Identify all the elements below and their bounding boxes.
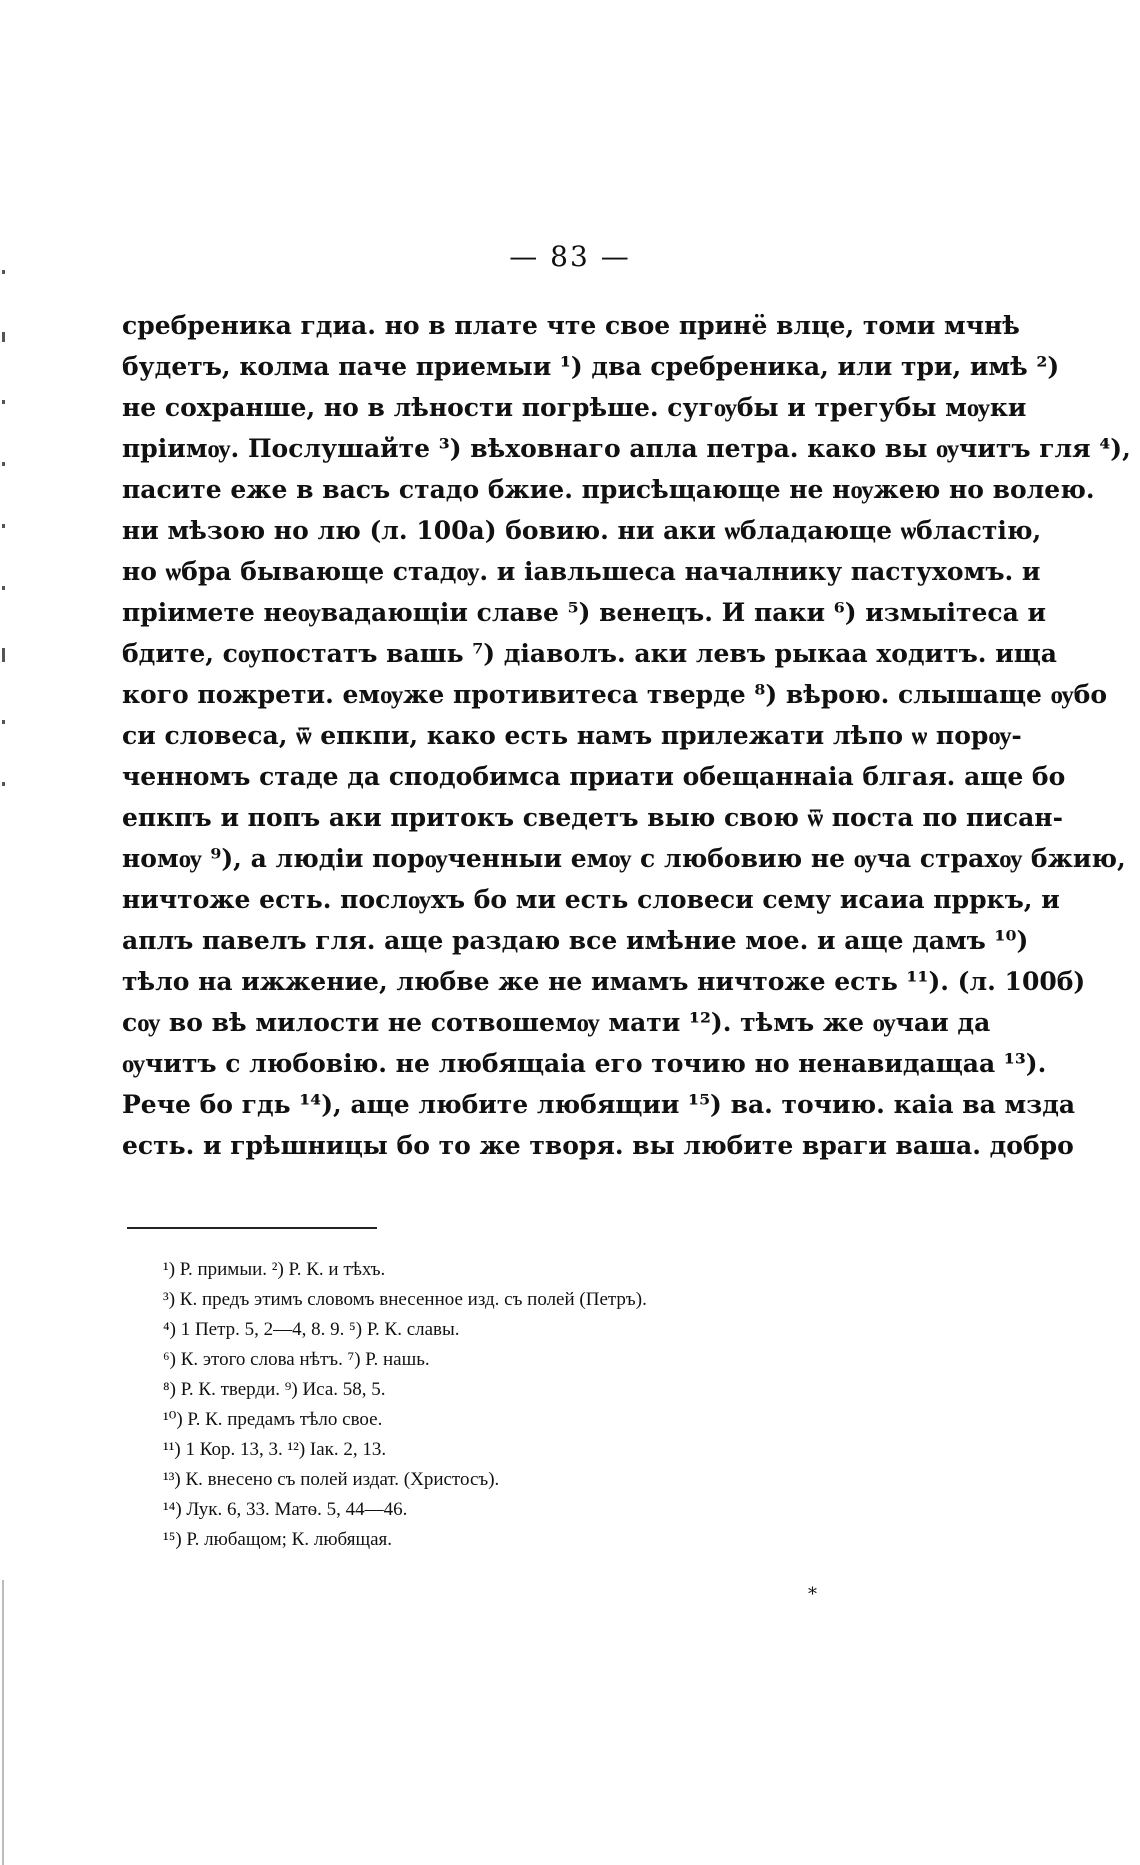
text-line: ченномъ стаде да сподобимса приати обещаннаiа блгая. аще бо (122, 762, 1066, 791)
margin-mark (2, 462, 5, 466)
text-line: сѹ во вѣ милости не сотвошемѹ мати ¹²). тѣмъ же ѹчаи да (122, 1008, 991, 1037)
text-line: будетъ, колма паче приемыи ¹) два сребреника, или три, имѣ ²) (122, 352, 1060, 381)
text-line: прiимете неѹвадающiи славе ⁵) венецъ. И паки ⁶) измыiтеса и (122, 598, 1047, 627)
text-line: есть. и грѣшницы бо то же творя. вы любите враги ваша. добро (122, 1131, 1074, 1160)
text-line: прiимѹ. Послушайте ³) вѣховнаго апла петра. како вы ѹчитъ гля ⁴), (122, 434, 1131, 463)
margin-mark (2, 720, 5, 724)
text-line: не сохранше, но в лѣности погрѣше. сугѹбы и трегубы мѹки (122, 393, 1027, 422)
text-line: епкпъ и попъ аки притокъ сведетъ выю свою ѿ поста по писан- (122, 803, 1063, 832)
footnote: ¹³) К. внесено съ полей издат. (Христосъ). (163, 1469, 500, 1490)
footnote: ⁶) К. этого слова нѣтъ. ⁷) Р. нашь. (163, 1349, 430, 1370)
text-line: ѹчитъ с любовiю. не любящаiа его точию но ненавидащаа ¹³). (122, 1049, 1047, 1078)
footnote: ³) К. предъ этимъ словомъ внесенное изд. съ полей (Петръ). (163, 1289, 647, 1310)
footnotes (163, 1255, 883, 1555)
text-line: Рече бо гдь ¹⁴), аще любите любящии ¹⁵) ва. точию. каiа ва мзда (122, 1090, 1076, 1119)
text-line: пасите еже в васъ стадо бжие. присѣщающе не нѹжею но волею. (122, 475, 1095, 504)
footnote: ¹) Р. примыи. ²) Р. К. и тѣхъ. (163, 1259, 386, 1280)
footnote: ¹⁵) Р. любащом; К. любящая. (163, 1529, 393, 1550)
footnote: ¹¹) 1 Кор. 13, 3. ¹²) Iак. 2, 13. (163, 1439, 387, 1460)
margin-mark (2, 332, 5, 342)
margin-mark (2, 524, 5, 528)
left-margin-marks (2, 270, 16, 844)
footnote: ⁴) 1 Петр. 5, 2—4, 8. 9. ⁵) Р. К. славы. (163, 1319, 460, 1340)
text-line: бдите, сѹпостатъ вашь ⁷) дiаволъ. аки левъ рыкаа ходитъ. ища (122, 639, 1057, 668)
text-line: си словеса, ѿ епкпи, како есть намъ прилежати лѣпо ѡ порѹ- (122, 721, 1022, 750)
star-mark: * (808, 1584, 817, 1605)
text-line: номѹ ⁹), а людiи порѹченныи емѹ с любовию не ѹча страхѹ бжию, (122, 844, 1126, 873)
main-text (122, 305, 1131, 1166)
text-line: но ѡбра бывающе стадѹ. и iавльшеса началнику пастухомъ. и (122, 557, 1041, 586)
footnote: ¹⁴) Лук. 6, 33. Матѳ. 5, 44—46. (163, 1499, 408, 1520)
text-line: тѣло на ижжение, любве же не имамъ ничтоже есть ¹¹). (л. 100б) (122, 967, 1086, 996)
text-line: аплъ павелъ гля. аще раздаю все имѣние мое. и аще дамъ ¹⁰) (122, 926, 1029, 955)
margin-mark (2, 648, 5, 662)
footnote: ⁸) Р. К. тверди. ⁹) Иса. 58, 5. (163, 1379, 386, 1400)
margin-mark (2, 586, 5, 590)
left-edge-line (2, 1580, 4, 1865)
text-line: кого пожрети. емѹже противитеса тверде ⁸) вѣрою. слышаще ѹбо (122, 680, 1107, 709)
margin-mark (2, 400, 5, 404)
text-line: сребреника гдиа. но в плате чте свое принё влце, томи мчнѣ (122, 311, 1020, 340)
page-number: — 83 — (509, 240, 631, 273)
footnote: ¹⁰) Р. К. предамъ тѣло свое. (163, 1409, 383, 1430)
footnote-separator-rule (127, 1227, 377, 1229)
text-line: ничтоже есть. послѹхъ бо ми есть словеси сему исаиа прркъ, и (122, 885, 1060, 914)
text-line: ни мѣзою но лю (л. 100а) бовию. ни аки ѡбладающе ѡбластiю, (122, 516, 1042, 545)
margin-mark (2, 782, 5, 786)
